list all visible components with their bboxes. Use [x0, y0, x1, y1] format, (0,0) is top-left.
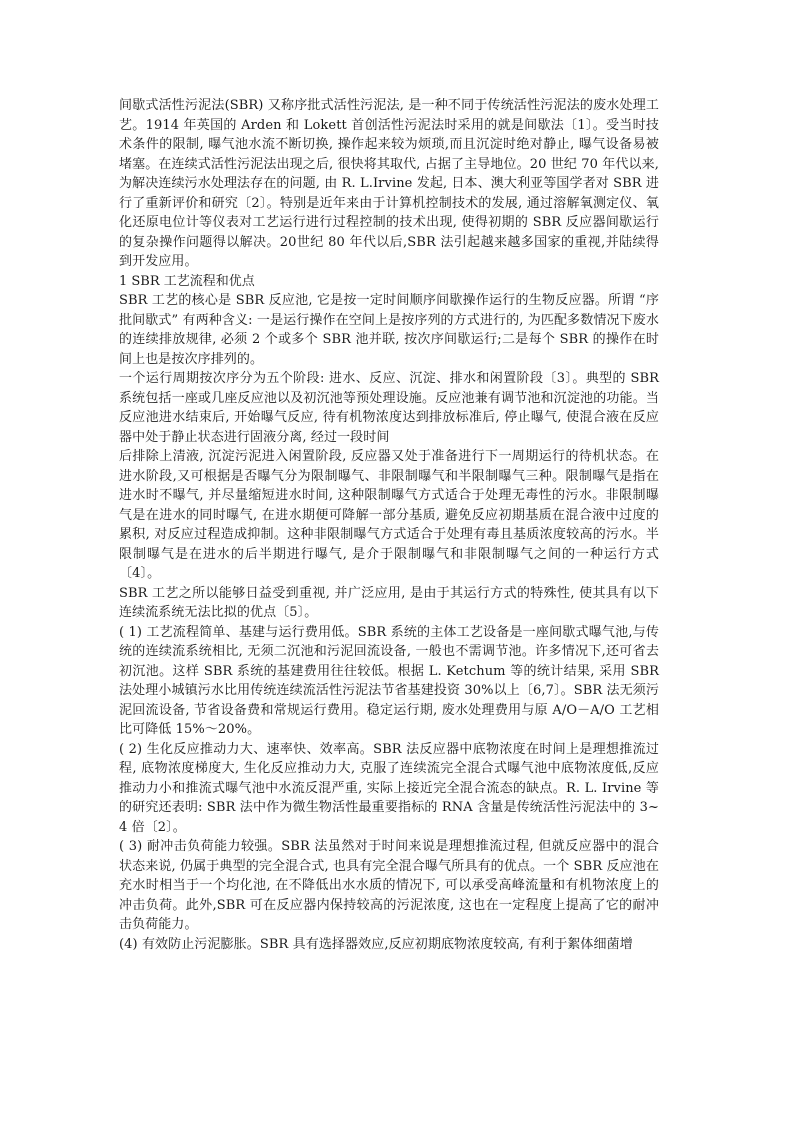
document-page — [119, 96, 659, 954]
paragraph-advantage-1: ( 1) 工艺流程简单、基建与运行费用低。SBR 系统的主体工艺设备是一座间歇式曝气池,与传统的连续流系统相比, 无须二沉池和污泥回流设备, 一般也不需调节池。许多情况下,还可省去初沉池。这样 SBR 系统的基建费用往往较低。根据 L. Ketchum 等的统计结果, 采用 SBR 法处理小城镇污水比用传统连续流活性污泥法节省基建投资 30%以上〔6,7〕。SBR 法无须污泥回流设备, 节省设备费和常规运行费用。稳定运行期, 废水处理费用与原 A/O－A/O 工艺相比可降低 15%～20%。 — [119, 624, 659, 737]
paragraph-operation-cycle: 一个运行周期按次序分为五个阶段: 进水、反应、沉淀、排水和闲置阶段〔3〕。典型的 SBR 系统包括一座或几座反应池以及初沉池等预处理设施。反应池兼有调节池和沉淀池的功能。当反应池进水结束后, 开始曝气反应, 待有机物浓度达到排放标准后, 停止曝气, 使混合液在反应器中处于静止状态进行固液分离, 经过一段时间 — [119, 371, 659, 445]
paragraph-advantage-3: ( 3) 耐冲击负荷能力较强。SBR 法虽然对于时间来说是理想推流过程, 但就反应器中的混合状态来说, 仍属于典型的完全混合式, 也具有完全混合曝气所具有的优点。一个 SBR 反应池在充水时相当于一个均化池, 在不降低出水水质的情况下, 可以承受高峰流量和有机物浓度上的冲击负荷。此外,SBR 可在反应器内保持较高的污泥浓度, 这也在一定程度上提高了它的耐冲击负荷能力。 — [119, 839, 659, 932]
paragraph-advantage-4: (4) 有效防止污泥膨胀。SBR 具有选择器效应,反应初期底物浓度较高, 有利于絮体细菌增 — [119, 936, 633, 952]
paragraph-intro: 间歇式活性污泥法(SBR) 又称序批式活性污泥法, 是一种不同于传统活性污泥法的废水处理工艺。1914 年英国的 Arden 和 Lokett 首创活性污泥法时采用的就是间歇法〔1〕。受当时技术条件的限制, 曝气池水流不断切换, 操作起来较为烦琐,而且沉淀时绝对静止, 曝气设备易被堵塞。在连续式活性污泥法出现之后, 很快将其取代, 占据了主导地位。20 世纪 70 年代以来, 为解决连续污水处理法存在的问题, 由 R. L.Irvine 发起, 日本、澳大利亚等国学者对 SBR 进行了重新评价和研究〔2〕。特别是近年来由于计算机控制技术的发展, 通过溶解氧测定仪、氧化还原电位计等仪表对工艺运行进行过程控制的技术出现, 使得初期的 SBR 反应器间歇运行的复杂操作问题得以解决。20世纪 80 年代以后,SBR 法引起越来越多国家的重视,并陆续得到开发应用。 — [119, 98, 659, 269]
paragraph-advantage-2: ( 2) 生化反应推动力大、速率快、效率高。SBR 法反应器中底物浓度在时间上是理想推流过程, 底物浓度梯度大, 生化反应推动力大, 克服了连续流完全混合式曝气池中底物浓度低,反应推动力小和推流式曝气池中水流反混严重, 实际上接近完全混合流态的缺点。R. L. Irvine 等的研究还表明: SBR 法中作为微生物活性最重要指标的 RNA 含量是传统活性污泥法中的 3~4 倍〔2〕。 — [119, 741, 659, 835]
paragraph-aeration-modes: 后排除上清液, 沉淀污泥进入闲置阶段, 反应器又处于准备进行下一周期运行的待机状态。在进水阶段,又可根据是否曝气分为限制曝气、非限制曝气和半限制曝气三种。限制曝气是指在进水时不曝气, 并尽量缩短进水时间, 这种限制曝气方式适合于处理无毒性的污水。非限制曝气是在进水的同时曝气, 在进水期便可降解一部分基质, 避免反应初期基质在混合液中过度的累积, 对反应过程造成抑制。这种非限制曝气方式适合于处理有毒且基质浓度较高的污水。半限制曝气是在进水的后半期进行曝气, 是介于限制曝气和非限制曝气之间的一种运行方式〔4〕。 — [119, 449, 659, 581]
paragraph-advantages-intro: SBR 工艺之所以能够日益受到重视, 并广泛应用, 是由于其运行方式的特殊性, 使其具有以下连续流系统无法比拟的优点〔5〕。 — [119, 585, 659, 620]
paragraph-sbr-core: SBR 工艺的核心是 SBR 反应池, 它是按一定时间顺序间歇操作运行的生物反应器。所谓 “序批间歇式” 有两种含义: 一是运行操作在空间上是按序列的方式进行的, 为匹配多数情况下废水的连续排放规律, 必须 2 个或多个 SBR 池并联, 按次序间歇运行;二是每个 SBR 的操作在时间上也是按次序排列的。 — [119, 293, 659, 367]
section-heading: 1 SBR 工艺流程和优点 — [119, 273, 255, 289]
